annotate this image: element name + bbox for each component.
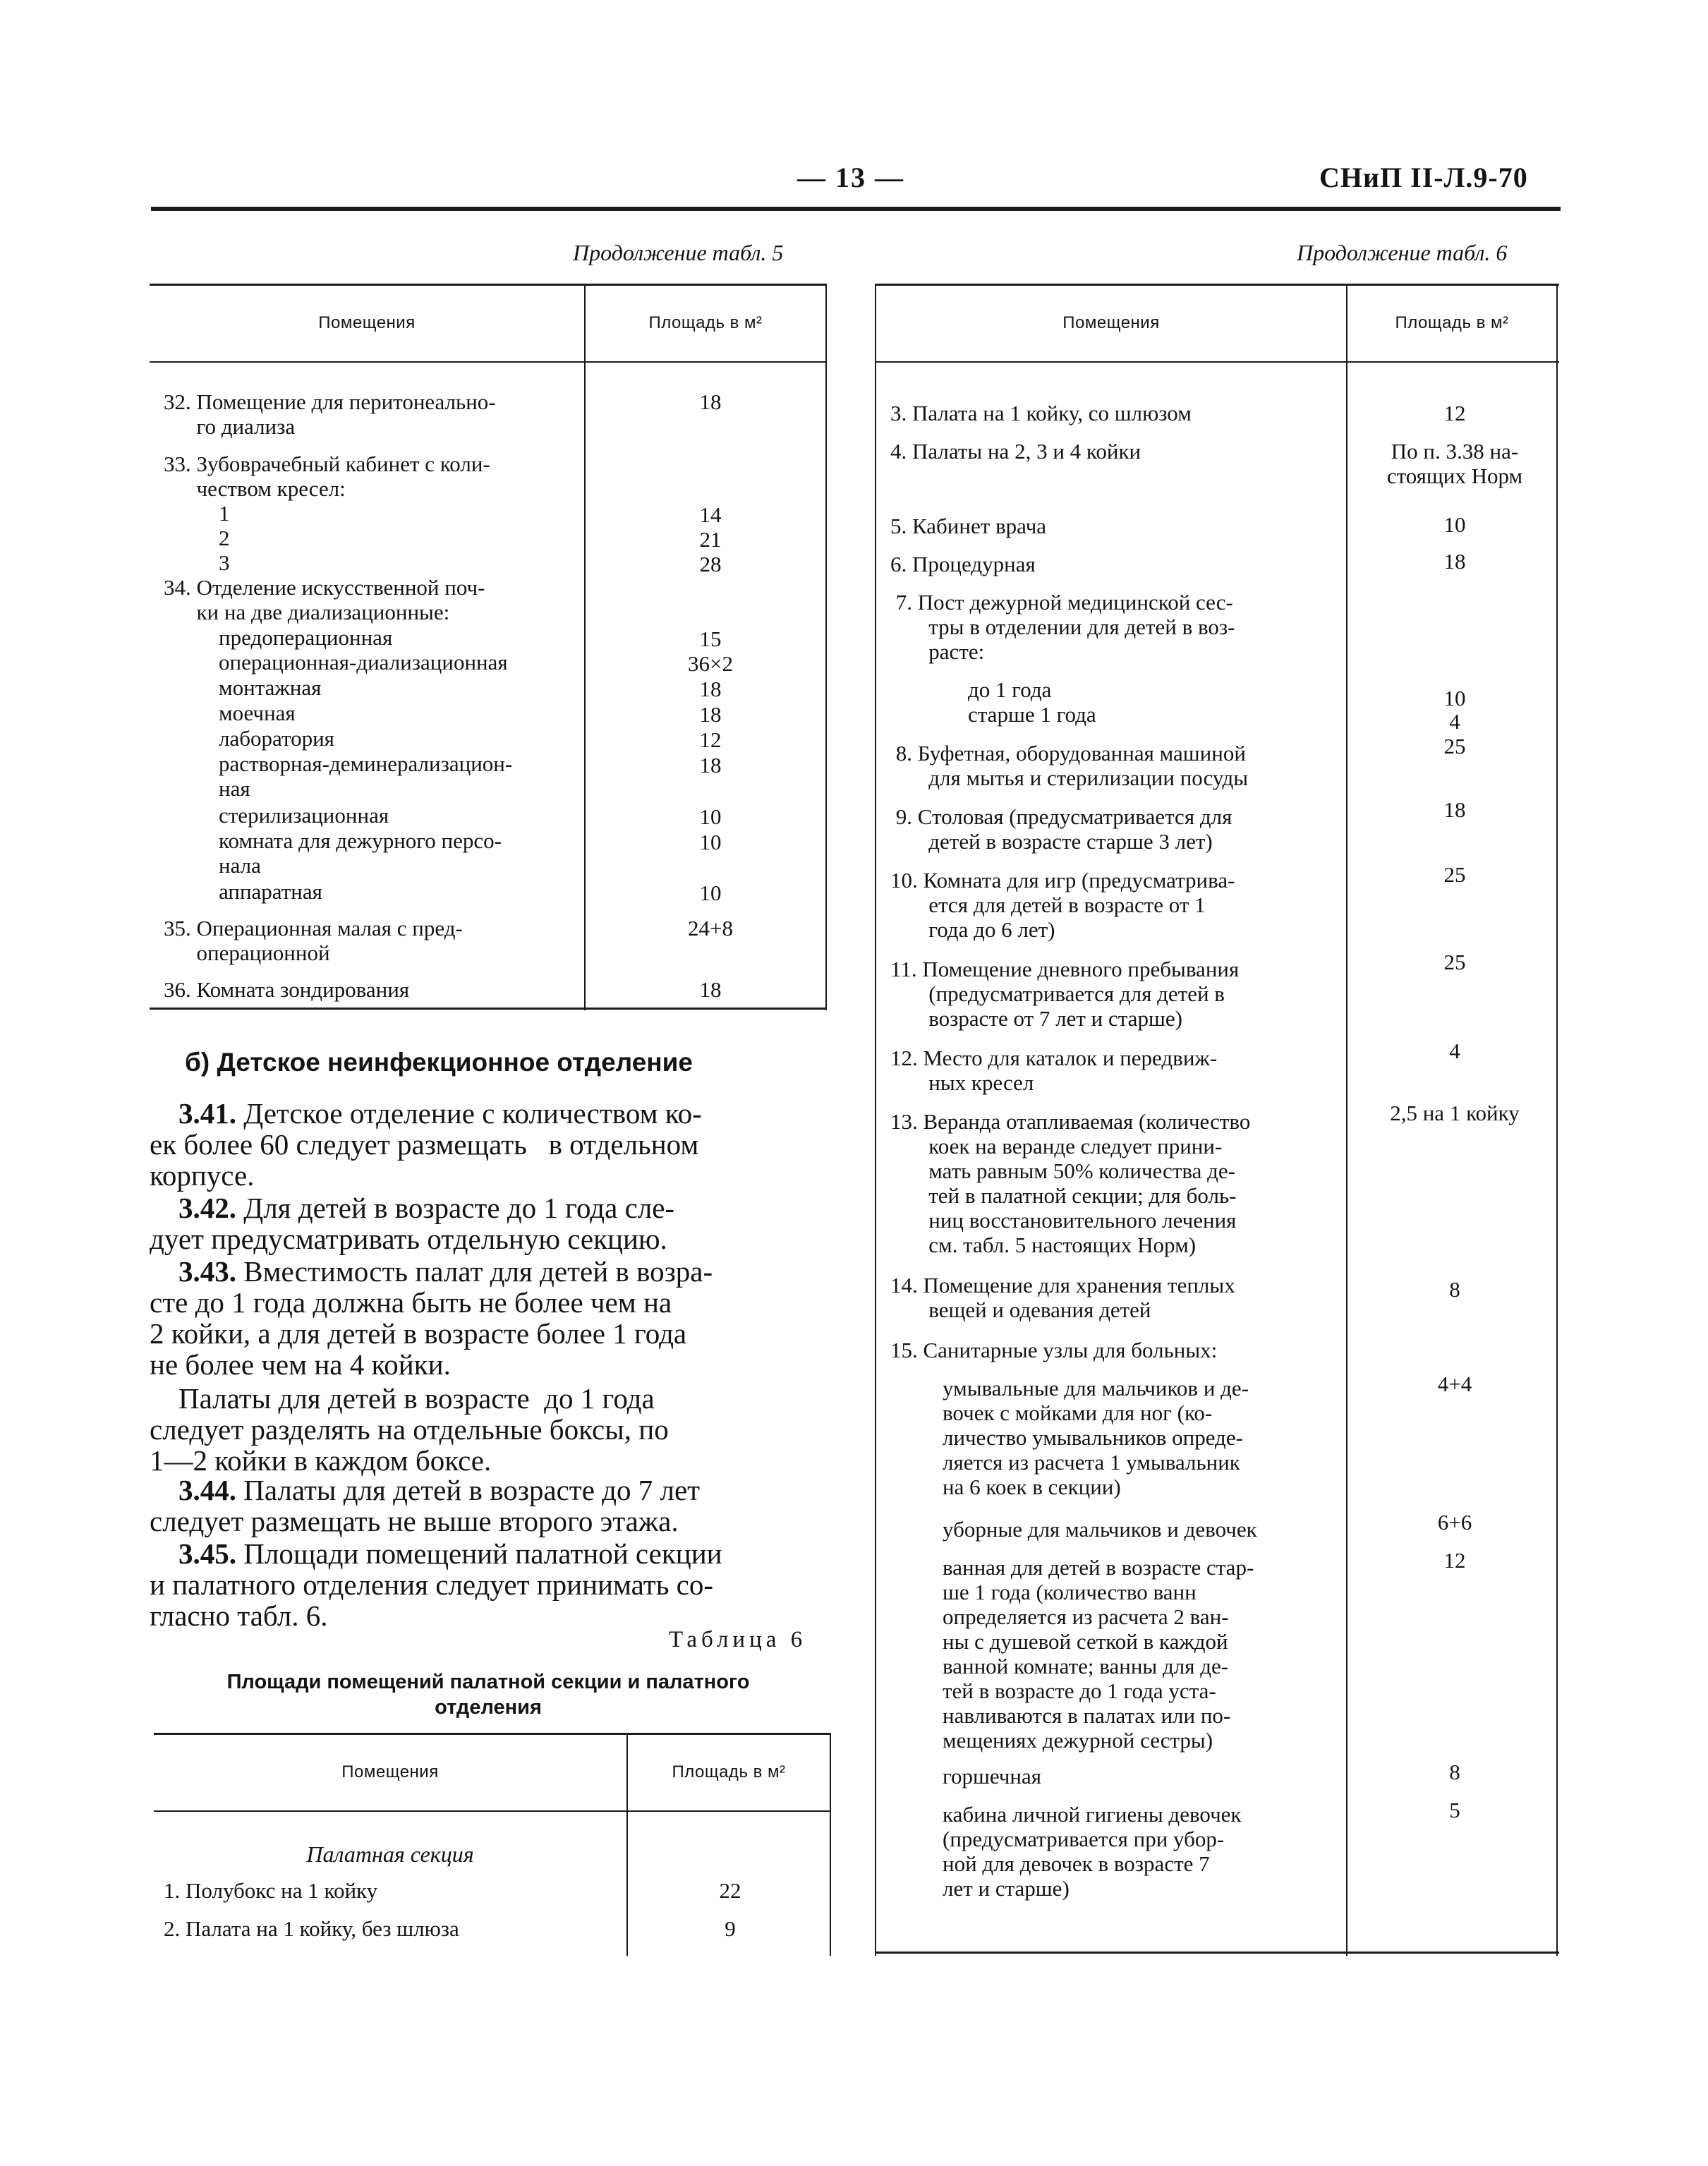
- table-cell-value: 6+6: [1437, 1510, 1472, 1535]
- table-row: 34. Отделение искусственной поч- ки на две диализационные:: [164, 575, 485, 624]
- continuation-label-right: Продолжение табл. 6: [1297, 240, 1508, 265]
- table-row: 7. Пост дежурной медицинской сес- тры в отделении для детей в воз- расте:: [890, 590, 1235, 664]
- table-cell-value: 4+4: [1437, 1372, 1472, 1396]
- table-cell-value: 10: [699, 881, 722, 905]
- table-row: 1. Полубокс на 1 койку: [164, 1878, 378, 1903]
- table-cell-value: 14: [699, 502, 722, 527]
- table-row: уборные для мальчиков и девочек: [943, 1517, 1257, 1542]
- table-cell-value: 18: [699, 753, 722, 778]
- table-row: 2. Палата на 1 койку, без шлюза: [164, 1916, 459, 1941]
- paragraph-3-43: 3.43. Вместимость палат для детей в возра- сте до 1 года должна быть не более чем на 2 койки, а для детей в возрасте более 1 года не более чем на 4 койки.: [150, 1255, 713, 1381]
- table-row: 35. Операционная малая с пред- операционной: [164, 916, 463, 965]
- table-cell-value: 15: [699, 627, 722, 651]
- table-row: ванная для детей в возрасте стар- ше 1 года (количество ванн определяется из расчета 2 ван- ны с душевой сеткой в каждой ванной комнате; ванны для де- тей в возрасте до 1 года уста- навливаются в палатах или по- мещениях дежурной сестры): [943, 1555, 1254, 1753]
- table-cell-value: 25: [1443, 734, 1466, 758]
- paragraph-3-44: 3.44. Палаты для детей в возрасте до 7 лет следует размещать не выше второго этажа.: [150, 1474, 701, 1537]
- col-header-area: Площадь в м²: [672, 1762, 786, 1781]
- table-row: 6. Процедурная: [890, 552, 1036, 576]
- table-cell-value: 10: [1443, 512, 1466, 537]
- table-cell-value: 24+8: [688, 916, 733, 940]
- table-cell-value: 18: [699, 702, 722, 727]
- table-row: комната для дежурного персо- нала: [219, 828, 502, 878]
- table-row: 2: [219, 526, 230, 550]
- table-row: 32. Помещение для перитонеально- го диализа: [164, 389, 496, 439]
- table-cell-value: 12: [1443, 401, 1466, 425]
- table-row: 11. Помещение дневного пребывания (предусматривается для детей в возрасте от 7 лет и старше): [890, 957, 1240, 1031]
- table-cell-value: 5: [1449, 1798, 1460, 1822]
- table-row: 10. Комната для игр (предусматрива- ется для детей в возрасте от 1 года до 6 лет): [890, 868, 1235, 942]
- col-header-rooms: Помещения: [1062, 313, 1160, 332]
- table-row: монтажная: [219, 675, 322, 700]
- table-cell-value: 36×2: [688, 651, 733, 676]
- table-row: стерилизационная: [219, 803, 389, 828]
- table-row: операционная-диализационная: [219, 650, 508, 674]
- paragraph-3-45: 3.45. Площади помещений палатной секции и палатного отделения следует принимать со- гласно табл. 6.: [150, 1537, 722, 1632]
- table-row: 4. Палаты на 2, 3 и 4 койки: [890, 439, 1141, 464]
- table-title-line1: Площади помещений палатной секции и палатного: [226, 1671, 750, 1693]
- table-title-line2: отделения: [435, 1696, 542, 1719]
- table-cell-value: 22: [719, 1878, 741, 1903]
- table-row: моечная: [219, 701, 296, 725]
- table-row: лаборатория: [219, 726, 334, 751]
- table-row: 3. Палата на 1 койку, со шлюзом: [890, 401, 1192, 425]
- document-code: СНиП II-Л.9-70: [1319, 162, 1528, 193]
- col-header-rooms: Помещения: [341, 1762, 439, 1781]
- table-row: аппаратная: [219, 879, 322, 904]
- table-row: кабина личной гигиены девочек (предусматривается при убор- ной для девочек в возрасте 7 лет и старше): [943, 1802, 1242, 1901]
- table-row: умывальные для мальчиков и де- вочек с мойками для ног (ко- личество умывальников опреде- ляется из расчета 1 умывальник на 6 коек в секции): [943, 1376, 1249, 1499]
- page-number: — 13 —: [797, 162, 904, 193]
- section-title: Палатная секция: [306, 1841, 474, 1867]
- table-cell-value: 10: [699, 830, 722, 854]
- paragraph-3-42: 3.42. Для детей в возрасте до 1 года сле- дует предусматривать отдельную секцию.: [150, 1192, 675, 1255]
- table-row: 33. Зубоврачебный кабинет с коли- чеством кресел:: [164, 452, 490, 501]
- table-row: 3: [219, 550, 230, 575]
- table-row: 9. Столовая (предусматривается для детей в возрасте старше 3 лет): [890, 804, 1232, 854]
- paragraph-3-41: 3.41. Детское отделение с количеством ко- ек более 60 следует размещать в отдельном корпусе.: [150, 1097, 702, 1192]
- table-cell-value: 18: [699, 389, 722, 414]
- table-row: растворная-деминерализацион- ная: [219, 751, 513, 801]
- table-cell-value: 28: [699, 552, 722, 576]
- table-row: предоперационная: [219, 625, 393, 650]
- table-cell-value: 10: [699, 804, 722, 829]
- continuation-label-left: Продолжение табл. 5: [573, 240, 784, 265]
- table-cell-value: 18: [699, 677, 722, 701]
- table-row: горшечная: [943, 1764, 1041, 1789]
- table-row: 12. Место для каталок и передвиж- ных кресел: [890, 1046, 1218, 1095]
- table-cell-value: 12: [1443, 1548, 1466, 1573]
- table-cell-value: 4: [1449, 709, 1460, 734]
- table-row: 36. Комната зондирования: [164, 977, 410, 1002]
- table-cell-value: 25: [1443, 950, 1466, 974]
- table-row: 15. Санитарные узлы для больных:: [890, 1338, 1218, 1362]
- table-cell-value: 25: [1443, 862, 1466, 887]
- table-row: 1: [219, 501, 230, 526]
- table-row: 8. Буфетная, оборудованная машиной для мытья и стерилизации посуды: [890, 741, 1249, 790]
- table-cell-value: 9: [725, 1916, 736, 1941]
- table-cell-value: 8: [1449, 1760, 1460, 1784]
- table-row: старше 1 года: [968, 702, 1096, 727]
- table-cell-value: 18: [1443, 797, 1466, 822]
- section-heading: б) Детское неинфекционное отделение: [185, 1048, 693, 1077]
- table-row: 13. Веранда отапливаемая (количество коек на веранде следует прини- мать равным 50% количества де- тей в палатной секции; для боль- ниц восстановительного лечения см. табл. 5 настоящих Норм): [890, 1109, 1251, 1257]
- header-rule: [151, 207, 1561, 211]
- table-cell-value: 10: [1443, 686, 1466, 710]
- table-cell-value: 21: [699, 527, 722, 552]
- table-title: [150, 1669, 827, 1720]
- col-header-rooms: Помещения: [318, 313, 416, 332]
- table-cell-value: 4: [1449, 1039, 1460, 1063]
- table-row: 14. Помещение для хранения теплых вещей и одевания детей: [890, 1273, 1235, 1322]
- table-label: Таблица 6: [669, 1627, 807, 1652]
- table-cell-value: 2,5 на 1 койку: [1390, 1101, 1520, 1125]
- table-row: 5. Кабинет врача: [890, 514, 1047, 538]
- table-cell-value: По п. 3.38 на- стоящих Норм: [1386, 439, 1523, 488]
- table-cell-value: 12: [699, 727, 722, 752]
- table-cell-value: 18: [699, 977, 722, 1002]
- col-header-area: Площадь в м²: [648, 313, 763, 332]
- table-cell-value: 8: [1449, 1277, 1460, 1302]
- table-cell-value: 18: [1443, 549, 1466, 574]
- table-row: до 1 года: [968, 677, 1052, 702]
- paragraph-boxes: Палаты для детей в возрасте до 1 года следует разделять на отдельные боксы, по 1—2 койки в каждом боксе.: [150, 1382, 669, 1477]
- col-header-area: Площадь в м²: [1395, 313, 1509, 332]
